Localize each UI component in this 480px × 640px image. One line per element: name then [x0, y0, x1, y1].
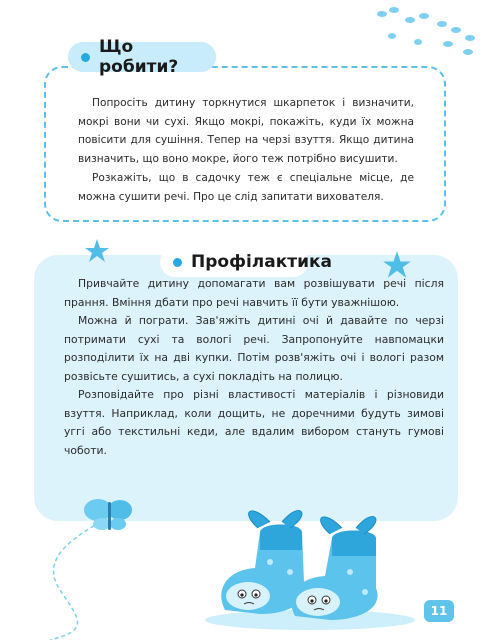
section1-title: Що робити?	[99, 37, 179, 77]
paragraph: Розкажіть, що в садочку теж є спеціальне місце, де можна сушити речі. Про це слід запитати вихователя.	[78, 172, 414, 203]
starfish-icon	[382, 250, 412, 280]
starfish-icon	[84, 238, 110, 264]
info-panel-prevention	[34, 255, 458, 521]
bullet-dot-icon	[173, 258, 182, 267]
paragraph: Привчайте дитину допомагати вам розвішувати речі після прання. Вміння дбати про речі навчить її бути уважнішою.	[64, 277, 444, 309]
page-number-badge	[424, 600, 454, 622]
section2-text	[64, 275, 444, 460]
booties-illustration	[200, 492, 420, 632]
section2-title: Профілактика	[191, 252, 333, 272]
paragraph: Попросіть дитину торкнутися шкарпеток і визначити, мокрі вони чи сухі. Якщо мокрі, покажіть, куди їх можна повісити для сушіння. Тепер на черзі взуття. Якщо дитина визначить, що воно мокре, його теж потрібно висушити.	[78, 97, 414, 165]
page-number: 11	[430, 604, 448, 618]
bullet-dot-icon	[81, 53, 90, 62]
paragraph: Можна й пограти. Зав'яжіть дитині очі й давайте по черзі потримати сухі та вологі речі. Запропонуйте навпомацки розподілити їх на дві купки. Потім розв'яжіть очі і вологі разом розвісьте сушитись, а сухі покладіть на полицю.	[64, 314, 444, 383]
info-box-what-to-do	[44, 66, 446, 222]
section1-heading	[68, 37, 216, 77]
paragraph: Розповідайте про різні властивості матеріалів і різновиди взуття. Наприклад, коли дощить, не доречними будуть зимові уггі або текстильні кеди, але вдалим вибором стануть гумові чоботи.	[64, 388, 444, 457]
butterfly-decoration	[30, 490, 150, 640]
section1-text	[78, 94, 414, 206]
footprints-decoration	[330, 0, 480, 60]
section2-heading	[160, 247, 333, 277]
